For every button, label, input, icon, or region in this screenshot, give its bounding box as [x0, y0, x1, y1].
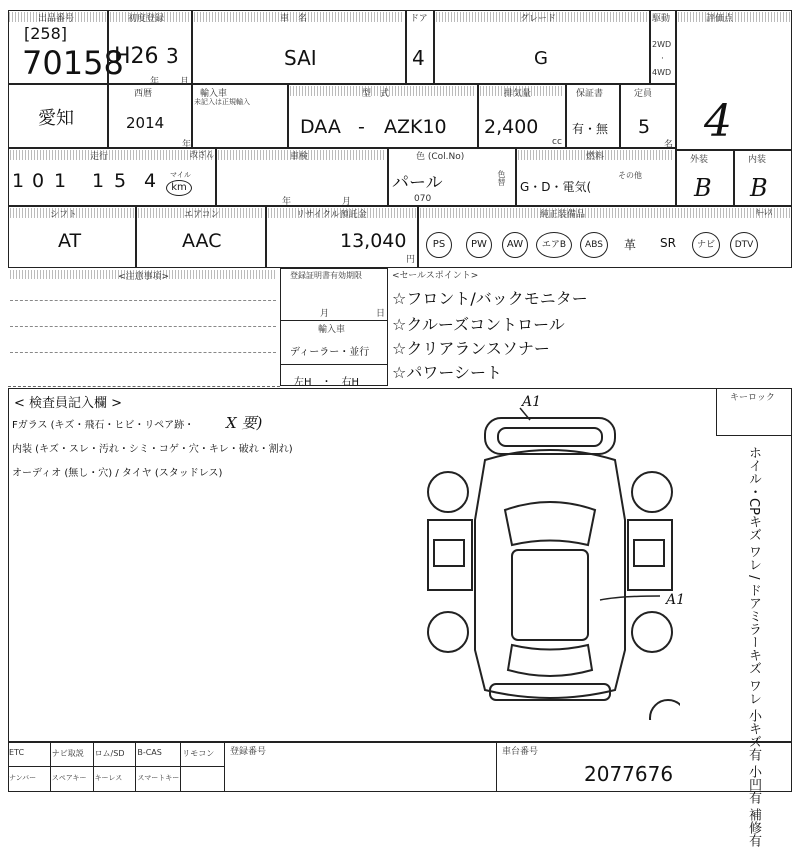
inspector-line2: 内装 (キズ・スレ・汚れ・シミ・コゲ・穴・キレ・破れ・割れ) [12, 444, 293, 455]
doors-value: 4 [412, 46, 425, 70]
displacement: 2,400 [484, 116, 539, 138]
fuel-other: その他 [618, 171, 642, 180]
front-bumper [485, 418, 615, 454]
cc-unit: cc [552, 137, 562, 147]
equipment-airbag: エアB [536, 232, 572, 258]
mileage-digit: 5 [114, 170, 127, 192]
rear-window [508, 645, 592, 676]
lot-label: 出品番号 [38, 14, 75, 24]
car-name-label: 車 名 [280, 14, 308, 24]
expiry-month-mark: 月 [320, 309, 330, 319]
auction-sheet: 出品番号 [258] 70158 初度登録 H26 3 年 月 車 名 SAI ドア 4 グレード G 駆動 2WD · 4WD 評価点 4 愛知 西暦 2014 年 輸入車 未記入は正規輸入 型 式 DAA - AZK10 排気量 2,400 cc 保証書 有・無 定員 5 名 走行 改ざん 1 0 1 1 5 4 マイル km 車検 年 月 色 (Col.No) パール 070 色替 燃料 G・D・電気( その他 外装 B 内装 B シフト AT エアコン AAC リサイクル預託金 13,040 円 純正装備品 ｷｰﾚｽ PS PW AW エアB ABS 革 SR ナビ DTV <注意事項> 登録証明書有効期限 月 日 輸入車 ディーラー・並行 左H ・ 右H <セールスポイント> ☆フロント/バックモニター ☆クルーズコントロール ☆クリアランスソナー ☆パワーシート < 検査員記入欄 > Fガラス (キズ・飛石・ヒビ・リペア跡・ X 要) 内装 (キズ・スレ・汚れ・シミ・コゲ・穴・キレ・破れ・割れ) オーディオ (無し・穴) / タイヤ (スタッドレス) キーロック ホイル・CPキズ ワレ / ドアミラーキズ ワレ 小キズ有 小凹有 補修有 A1 A1 ETC ナビ取説 ロム/SD B-CAS リモコン ナンバー スペアキー キーレス スマートキー 登録番号 車台番号 2077676 [0, 0, 800, 800]
capacity: 5 [638, 116, 651, 138]
color-label: 色 (Col.No) [416, 152, 465, 162]
caution-label: <注意事項> [118, 272, 170, 282]
equipment-leather: 革 [624, 238, 637, 252]
sales-label: <セールスポイント> [392, 271, 479, 281]
model-label: 型 式 [362, 89, 390, 99]
front-left-wheel [428, 472, 468, 512]
caution-area [8, 268, 280, 387]
year-mark: 年 [150, 77, 160, 87]
inspector-title: < 検査員記入欄 > [14, 396, 123, 411]
expiry-day-mark: 日 [376, 309, 386, 319]
mileage-label: 走行 [90, 152, 109, 162]
recycle-label: リサイクル預託金 [296, 210, 367, 220]
recycle-fee: 13,040 [340, 230, 407, 252]
color-change-label: 色替 [497, 170, 506, 186]
fuel-options: G・D・電気( [520, 180, 592, 194]
model-dash: - [358, 116, 365, 138]
drive-2wd: 2WD [652, 40, 672, 49]
sales-point: ☆クリアランスソナー [392, 339, 550, 358]
rear-right-wheel [632, 612, 672, 652]
warranty-label: 保証書 [576, 89, 604, 99]
footer-cell: ナンバー [8, 767, 51, 792]
doors-label: ドア [410, 14, 428, 24]
footer-cell: スペアキー [51, 767, 94, 792]
drive-4wd: 4WD [652, 68, 672, 77]
import-car-label: 輸入車 [318, 325, 346, 335]
grade-value: G [534, 48, 548, 69]
interior-label: 内装 [748, 155, 767, 165]
rear-left-wheel [428, 612, 468, 652]
footer-cell: リモコン [181, 742, 224, 767]
footer-cell: ナビ取説 [51, 742, 94, 767]
equipment-ps: PS [426, 232, 452, 258]
lot-number: 70158 [22, 44, 124, 82]
footer-cell: B-CAS [136, 742, 181, 767]
car-name: SAI [284, 46, 317, 70]
inspection-year-mark: 年 [282, 197, 292, 207]
reg-month: 3 [166, 44, 179, 68]
front-right-wheel [632, 472, 672, 512]
mileage-digit: 4 [144, 170, 157, 192]
mileage-digit: 0 [32, 170, 45, 192]
import-label: 輸入車 [200, 89, 228, 99]
lot-bracket: [258] [24, 24, 68, 43]
equipment-dtv: DTV [730, 232, 758, 258]
side-notes: ホイル・CPキズ ワレ / ドアミラーキズ ワレ 小キズ有 小凹有 補修有 [746, 446, 761, 847]
sales-point: ☆パワーシート [392, 363, 503, 382]
mileage-digit: 1 [92, 170, 105, 192]
chassis-label: 車台番号 [502, 747, 539, 757]
sales-point: ☆フロント/バックモニター [392, 289, 588, 308]
yen-unit: 円 [406, 255, 416, 265]
mile-label: マイル [170, 171, 191, 179]
inspection-month-mark: 月 [342, 197, 352, 207]
inspection-label: 車検 [290, 152, 309, 162]
meter-change-label: 改ざん [190, 150, 214, 159]
equipment-label: 純正装備品 [540, 210, 586, 220]
mileage-digit: 1 [54, 170, 67, 192]
first-reg-label: 初度登録 [128, 14, 165, 24]
grade-label: グレード [520, 14, 557, 24]
mileage-digit: 1 [12, 170, 25, 192]
keyless-label: ｷｰﾚｽ [756, 208, 772, 217]
drive-label: 駆動 [652, 14, 671, 24]
damage-mark-top: A1 [522, 394, 542, 410]
score-label: 評価点 [706, 14, 734, 24]
windshield [505, 502, 595, 545]
import-note: 未記入は正規輸入 [194, 98, 250, 106]
spare-wheel [650, 700, 680, 720]
equipment-pw: PW [466, 232, 492, 258]
car-body [475, 450, 625, 698]
equipment-sunroof: SR [660, 236, 676, 250]
inspector-line3: オーディオ (無し・穴) / タイヤ (スタッドレス) [12, 468, 223, 479]
footer-table [8, 742, 225, 792]
era-year: H26 [114, 44, 159, 69]
score-box [676, 10, 792, 150]
chassis-number: 2077676 [584, 762, 674, 786]
steering: 左H ・ 右H [294, 377, 360, 388]
seireki-label: 西暦 [134, 89, 153, 99]
roof [512, 550, 588, 640]
capacity-unit: 名 [664, 140, 674, 150]
equipment-navi: ナビ [692, 232, 720, 258]
car-diagram [420, 400, 680, 720]
warranty: 有・無 [572, 122, 609, 136]
western-year: 2014 [126, 114, 165, 132]
footer-cell: ロム/SD [94, 742, 137, 767]
exterior-label: 外装 [690, 155, 709, 165]
equipment-aw: AW [502, 232, 528, 258]
footer-cell: ETC [8, 742, 51, 767]
fuel-label: 燃料 [586, 152, 605, 162]
score-value: 4 [704, 96, 732, 147]
model-prefix: DAA [300, 116, 341, 138]
equipment-abs: ABS [580, 232, 608, 258]
shift-label: シフト [50, 210, 78, 220]
sales-point: ☆クルーズコントロール [392, 315, 565, 334]
keylock-label: キーロック [730, 393, 775, 403]
color-code: 070 [414, 194, 432, 204]
western-year-mark: 年 [182, 140, 192, 150]
ac-label: エアコン [184, 210, 220, 220]
shift: AT [58, 230, 82, 252]
exterior-grade: B [694, 174, 712, 202]
inspector-line1-mark: X 要) [226, 414, 263, 432]
damage-mark-side: A1 [666, 592, 686, 608]
inspector-line1: Fガラス (キズ・飛石・ヒビ・リペア跡・ [12, 420, 195, 431]
import-dealer: ディーラー・並行 [290, 347, 370, 358]
color: パール [392, 173, 443, 193]
capacity-label: 定員 [634, 89, 653, 99]
ac: AAC [182, 230, 222, 252]
expiry-label: 登録証明書有効期限 [290, 271, 362, 280]
displacement-label: 排気量 [504, 89, 532, 99]
footer-cell [181, 767, 224, 792]
km-unit: km [166, 180, 192, 196]
month-mark: 月 [180, 77, 190, 87]
model-code: AZK10 [384, 116, 447, 138]
region: 愛知 [38, 108, 74, 129]
footer-cell: キーレス [94, 767, 137, 792]
interior-grade: B [750, 174, 768, 202]
reg-number-label: 登録番号 [230, 747, 267, 757]
footer-cell: スマートキー [136, 767, 181, 792]
